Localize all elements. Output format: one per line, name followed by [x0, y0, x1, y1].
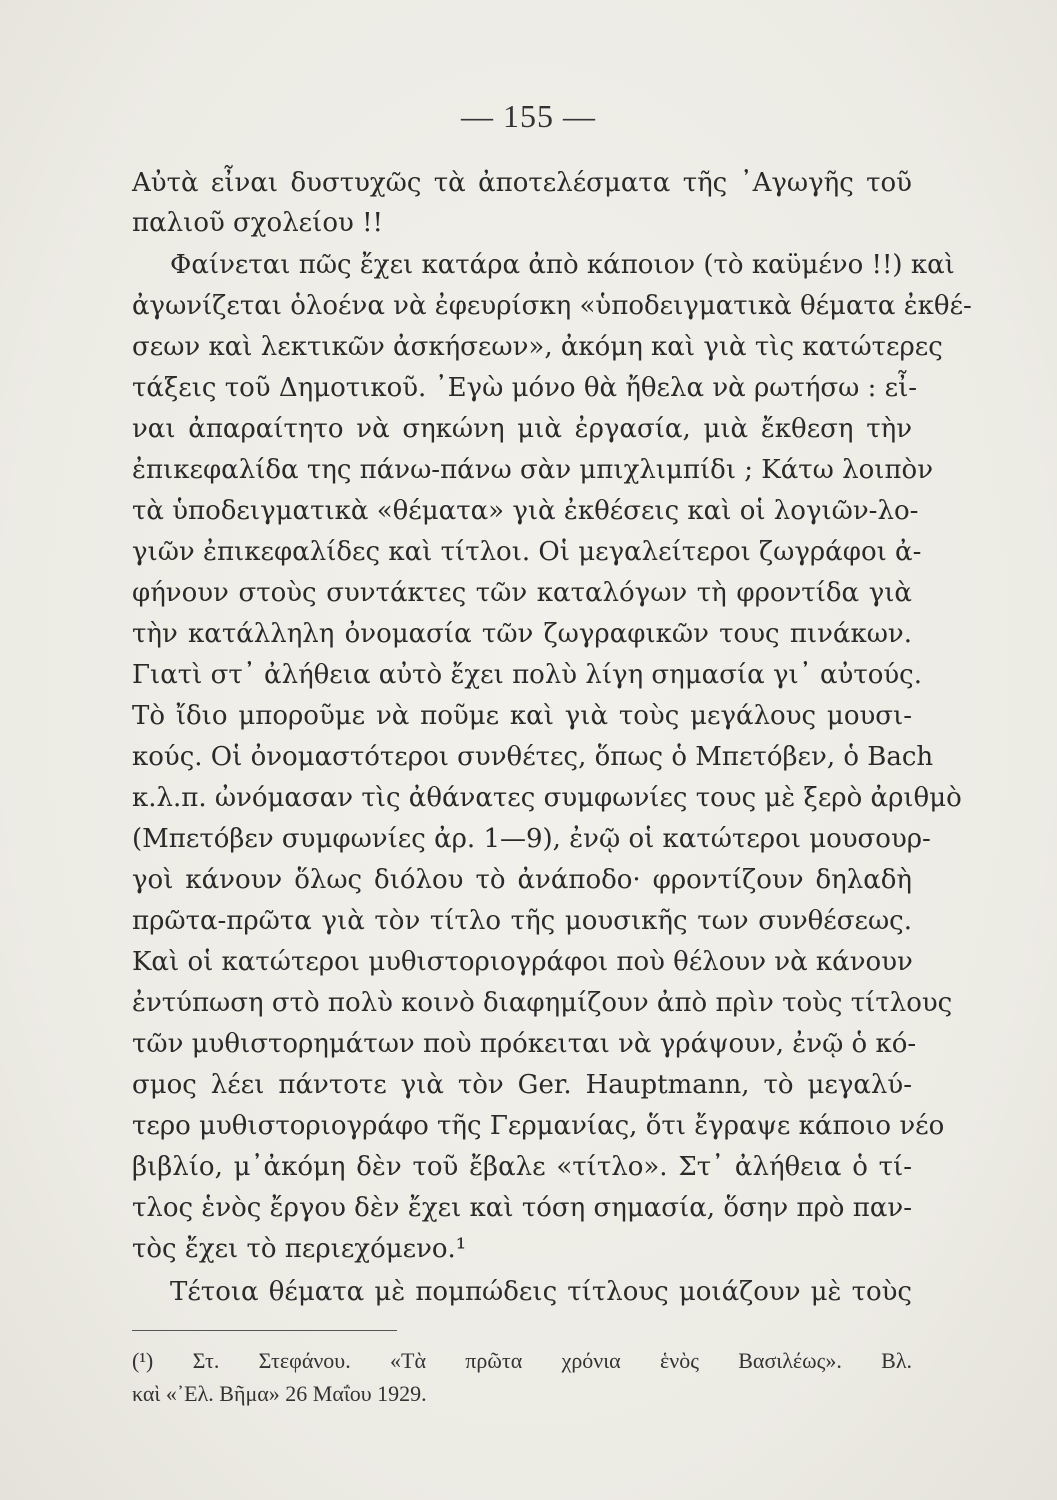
text-line: ἐπικεφαλίδα της πάνω-πάνω σὰν μπιχλιμπίδι ; Κάτω λοιπὸν — [132, 455, 934, 485]
text-line: τερο μυθιστοριογράφο τῆς Γερμανίας, ὅτι ἔγραψε κάποιο νέο — [132, 1111, 945, 1141]
text-line: παλιοῦ σχολείου !! — [132, 208, 383, 238]
text-line: σμος λέει πάντοτε γιὰ τὸν Ger. Hauptmann, τὸ μεγαλύ- — [132, 1070, 912, 1100]
text-line: τλος ἑνὸς ἔργου δὲν ἔχει καὶ τόση σημασία, ὅσην πρὸ παν- — [132, 1193, 912, 1223]
text-line: τάξεις τοῦ Δημοτικοῦ. ᾽Εγὼ μόνο θὰ ἤθελα νὰ ρωτήσω : εἶ- — [132, 373, 918, 403]
text-line: Τὸ ἴδιο μποροῦμε νὰ ποῦμε καὶ γιὰ τοὺς μεγάλους μουσι- — [132, 701, 912, 731]
text-line: τῶν μυθιστορημάτων ποὺ πρόκειται νὰ γράψουν, ἐνῷ ὁ κό- — [132, 1029, 917, 1059]
text-line: ἀγωνίζεται ὁλοένα νὰ ἐφευρίσκη «ὑποδειγματικὰ θέματα ἐκθέ- — [132, 291, 972, 321]
text-line: γοὶ κάνουν ὅλως διόλου τὸ ἀνάποδο· φροντίζουν δηλαδὴ — [132, 865, 912, 895]
footnote-line: (¹) Στ. Στεφάνου. «Τὰ πρῶτα χρόνια ἑνὸς Βασιλέως». Βλ. — [132, 1348, 912, 1373]
text-line: τὸς ἔχει τὸ περιεχόμενο.¹ — [132, 1234, 467, 1264]
text-line: φήνουν στοὺς συντάκτες τῶν καταλόγων τὴ φροντίδα γιὰ — [132, 578, 912, 608]
text-line: ἐντύπωση στὸ πολὺ κοινὸ διαφημίζουν ἀπὸ πρὶν τοὺς τίτλους — [132, 988, 953, 1018]
footnote-divider — [132, 1330, 397, 1331]
page-number: — 155 — — [461, 98, 596, 134]
text-line: βιβλίο, μ᾽ἀκόμη δὲν τοῦ ἔβαλε «τίτλο». Στ᾽ ἀλήθεια ὁ τί- — [132, 1152, 912, 1182]
footnote-line: καὶ «᾽Ελ. Βῆμα» 26 Μαΐου 1929. — [132, 1381, 427, 1406]
text-line: πρῶτα-πρῶτα γιὰ τὸν τίτλο τῆς μουσικῆς των συνθέσεως. — [132, 906, 912, 936]
text-line: Καὶ οἱ κατώτεροι μυθιστοριογράφοι ποὺ θέλουν νὰ κάνουν — [132, 947, 913, 977]
text-line: Αὐτὰ εἶναι δυστυχῶς τὰ ἀποτελέσματα τῆς ᾽Αγωγῆς τοῦ — [132, 168, 912, 198]
text-line: γιῶν ἐπικεφαλίδες καὶ τίτλοι. Οἱ μεγαλείτεροι ζωγράφοι ἀ- — [132, 537, 922, 567]
text-line: Φαίνεται πῶς ἔχει κατάρα ἀπὸ κάποιον (τὸ καϋμένο !!) καὶ — [170, 250, 955, 280]
text-line: κούς. Οἱ ὀνομαστότεροι συνθέτες, ὅπως ὁ Μπετόβεν, ὁ Bach — [132, 742, 934, 772]
text-line: (Μπετόβεν συμφωνίες ἀρ. 1—9), ἐνῷ οἱ κατώτεροι μουσουρ- — [132, 824, 931, 854]
text-line: τὰ ὑποδειγματικὰ «θέματα» γιὰ ἐκθέσεις καὶ οἱ λογιῶν-λο- — [132, 496, 919, 526]
text-line: κ.λ.π. ὠνόμασαν τὶς ἀθάνατες συμφωνίες τους μὲ ξερὸ ἀριθμὸ — [132, 783, 962, 813]
text-line: Γιατὶ στ᾽ ἀλήθεια αὐτὸ ἔχει πολὺ λίγη σημασία γι᾽ αὐτούς. — [132, 660, 923, 690]
text-line: Τέτοια θέματα μὲ πομπώδεις τίτλους μοιάζουν μὲ τοὺς — [170, 1277, 912, 1307]
text-line: ναι ἀπαραίτητο νὰ σηκώνη μιὰ ἐργασία, μιὰ ἔκθεση τὴν — [132, 414, 912, 444]
text-line: τὴν κατάλληλη ὀνομασία τῶν ζωγραφικῶν τους πινάκων. — [132, 619, 912, 649]
text-line: σεων καὶ λεκτικῶν ἀσκήσεων», ἀκόμη καὶ γιὰ τὶς κατώτερες — [132, 332, 943, 362]
